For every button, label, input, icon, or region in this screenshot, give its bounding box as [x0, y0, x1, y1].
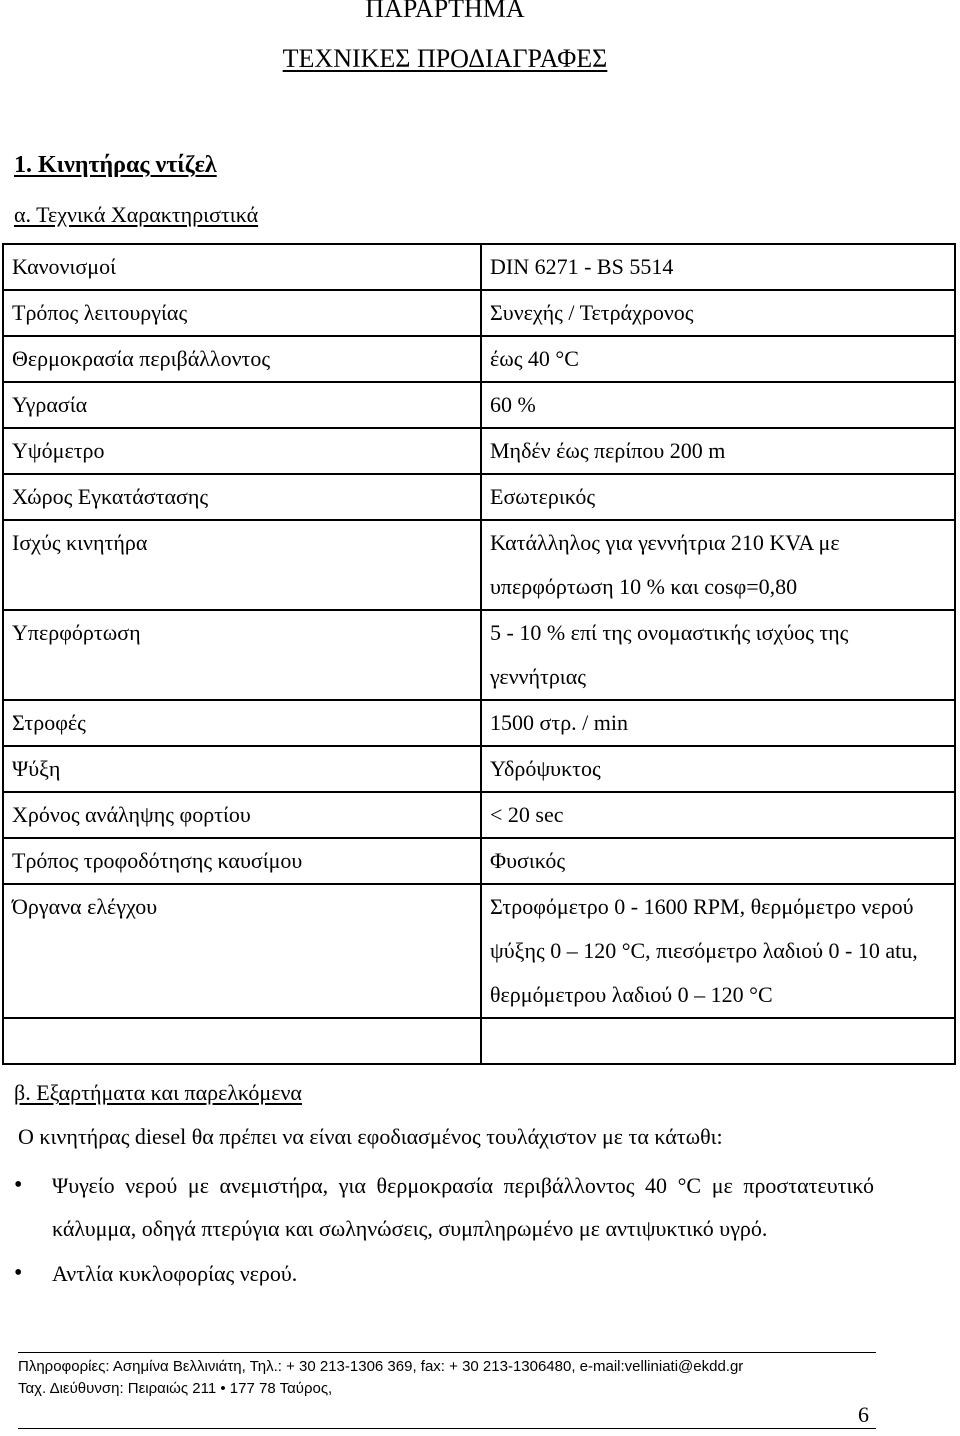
table-row	[3, 838, 955, 884]
table-row	[3, 382, 955, 428]
spec-label: Κανονισμοί	[3, 244, 481, 290]
spec-value: < 20 sec	[481, 792, 955, 838]
spec-table	[2, 243, 956, 1065]
spec-label: Υψόμετρο	[3, 428, 481, 474]
table-row	[3, 290, 955, 336]
table-row	[3, 700, 955, 746]
spec-value: Φυσικός	[481, 838, 955, 884]
page-bottom-divider	[18, 1428, 876, 1429]
spec-label: Υγρασία	[3, 382, 481, 428]
table-row	[3, 884, 955, 1018]
spec-value: Κατάλληλος για γεννήτρια 210 KVA με υπερφόρτωση 10 % και cosφ=0,80	[481, 520, 955, 610]
spec-value: 5 - 10 % επί της ονομαστικής ισχύος της γεννήτριας	[481, 610, 955, 700]
spec-label: Τρόπος τροφοδότησης καυσίμου	[3, 838, 481, 884]
footer-divider	[18, 1352, 876, 1353]
table-row	[3, 336, 955, 382]
spec-value: DIN 6271 - BS 5514	[481, 244, 955, 290]
list-item: • Ψυγείο νερού με ανεμιστήρα, για θερμοκρασία περιβάλλοντος 40 °C με προστατευτικό κάλυμμα, οδηγά πτερύγια και σωληνώσεις, συμπληρωμένο με αντιψυκτικό υγρό.	[14, 1164, 874, 1250]
spec-value: Εσωτερικός	[481, 474, 955, 520]
spec-value: Συνεχής / Τετράχρονος	[481, 290, 955, 336]
annex-title: ΠΑΡΑΡΤΗΜΑ	[365, 0, 525, 23]
spec-value: Μηδέν έως περίπου 200 m	[481, 428, 955, 474]
spec-label: Ψύξη	[3, 746, 481, 792]
subsection-a-heading: α. Τεχνικά Χαρακτηριστικά	[14, 202, 259, 227]
spec-value: έως 40 °C	[481, 336, 955, 382]
intro-text: Ο κινητήρας diesel θα πρέπει να είναι εφοδιασμένος τουλάχιστον με τα κάτωθι:	[18, 1124, 723, 1149]
spec-label: Θερμοκρασία περιβάλλοντος	[3, 336, 481, 382]
spec-value: 1500 στρ. / min	[481, 700, 955, 746]
spec-value: Στροφόμετρο 0 - 1600 RPM, θερμόμετρο νερού ψύξης 0 – 120 °C, πιεσόμετρο λαδιού 0 - 10 atu, θερμόμετρου λαδιού 0 – 120 °C	[481, 884, 955, 1018]
specs-title: ΤΕΧΝΙΚΕΣ ΠΡΟΔΙΑΓΡΑΦΕΣ	[282, 44, 608, 73]
spec-value: Υδρόψυκτος	[481, 746, 955, 792]
section-heading: 1. Κινητήρας ντίζελ	[14, 152, 217, 178]
table-row	[3, 520, 955, 610]
empty-cell	[3, 1018, 481, 1064]
footer-address: Ταχ. Διεύθυνση: Πειραιώς 211 • 177 78 Ταύρος,	[18, 1380, 333, 1397]
spec-label: Χρόνος ανάληψης φορτίου	[3, 792, 481, 838]
page-number: 6	[858, 1402, 869, 1427]
spec-value: 60 %	[481, 382, 955, 428]
table-row	[3, 610, 955, 700]
subsection-b-heading: β. Εξαρτήματα και παρελκόμενα	[14, 1080, 302, 1105]
empty-cell	[481, 1018, 955, 1064]
table-row	[3, 474, 955, 520]
footer-contact: Πληροφορίες: Ασημίνα Βελλινιάτη, Τηλ.: + 30 213-1306 369, fax: + 30 213-1306480, e-mail:velliniati@ekdd.gr	[18, 1358, 744, 1375]
spec-label: Στροφές	[3, 700, 481, 746]
spec-label: Τρόπος λειτουργίας	[3, 290, 481, 336]
spec-label: Όργανα ελέγχου	[3, 884, 481, 1018]
accessories-list	[14, 1164, 874, 1297]
table-row-empty	[3, 1018, 955, 1064]
spec-label: Υπερφόρτωση	[3, 610, 481, 700]
spec-label: Χώρος Εγκατάστασης	[3, 474, 481, 520]
list-item: • Αντλία κυκλοφορίας νερού.	[14, 1252, 874, 1295]
table-row	[3, 746, 955, 792]
table-row	[3, 244, 955, 290]
table-row	[3, 428, 955, 474]
spec-label: Ισχύς κινητήρα	[3, 520, 481, 610]
table-row	[3, 792, 955, 838]
